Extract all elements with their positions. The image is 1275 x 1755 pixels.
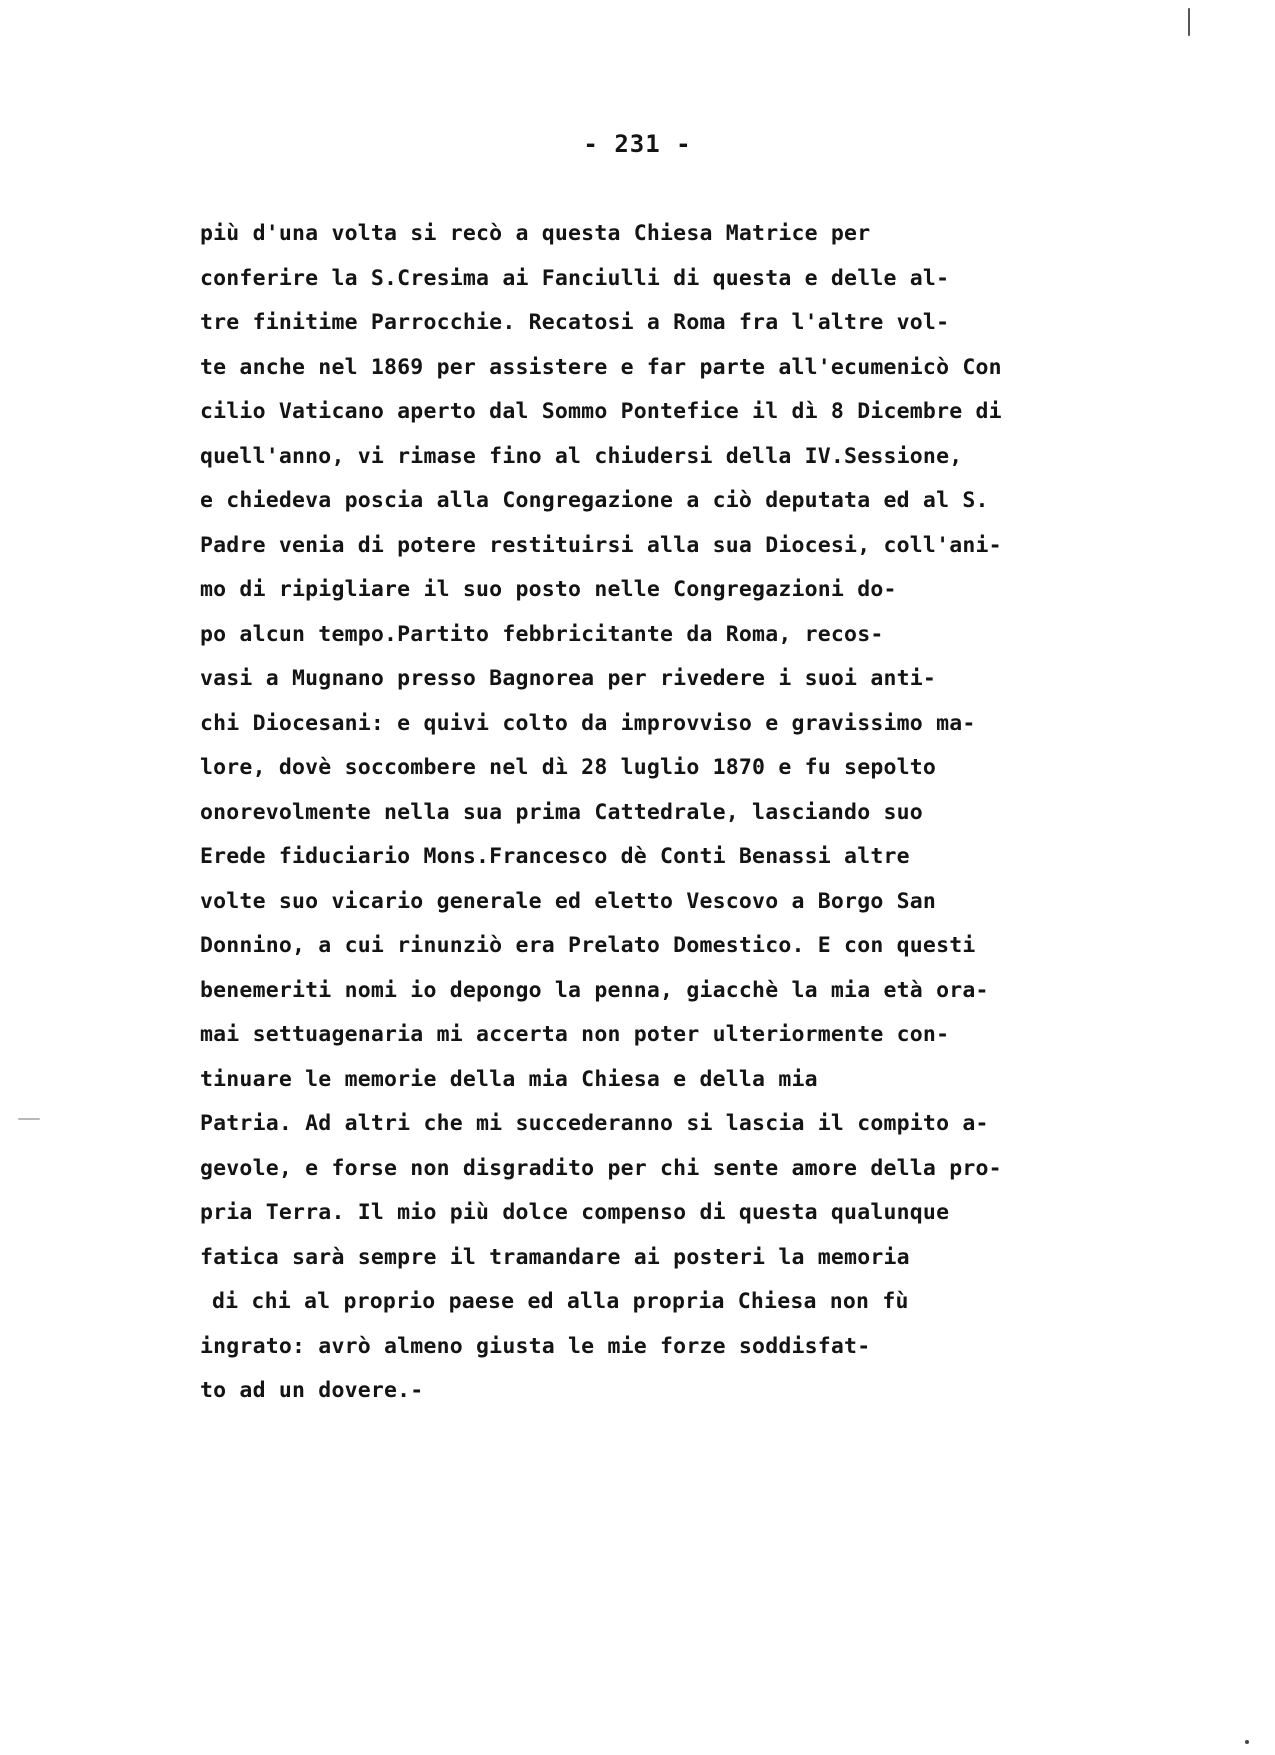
- text-line: ingrato: avrò almeno giusta le mie forze soddisfat-: [200, 1333, 871, 1359]
- page-number: - 231 -: [583, 130, 692, 158]
- text-line: volte suo vicario generale ed eletto Vescovo a Borgo San: [200, 888, 937, 914]
- text-line: benemeriti nomi io depongo la penna, giacchè la mia età ora-: [200, 977, 989, 1003]
- text-line: mo di ripigliare il suo posto nelle Congregazioni do-: [200, 577, 897, 602]
- text-line: conferire la S.Cresima ai Fanciulli di questa e delle al-: [200, 265, 950, 291]
- text-line: cilio Vaticano aperto dal Sommo Pontefice il dì 8 Dicembre di: [200, 399, 1002, 424]
- text-line: Patria. Ad altri che mi succederanno si lascia il compito a-: [200, 1111, 989, 1136]
- text-line: pria Terra. Il mio più dolce compenso di questa qualunque: [200, 1200, 950, 1225]
- body-text: [200, 212, 1140, 1414]
- scan-artifact-dot: [1245, 1740, 1249, 1744]
- text-line: fatica sarà sempre il tramandare ai posteri la memoria: [200, 1244, 910, 1270]
- text-line: e chiedeva poscia alla Congregazione a ciò deputata ed al S.: [200, 488, 989, 513]
- text-line: onorevolmente nella sua prima Cattedrale, lasciando suo: [200, 799, 923, 825]
- text-line: chi Diocesani: e quivi colto da improvviso e gravissimo ma-: [200, 710, 976, 736]
- scan-artifact-mark: [1188, 8, 1190, 36]
- margin-mark: [18, 1118, 40, 1120]
- text-line: to ad un dovere.-: [200, 1378, 424, 1403]
- text-line: mai settuagenaria mi accerta non poter ulteriormente con-: [200, 1022, 950, 1047]
- text-line: quell'anno, vi rimase fino al chiudersi della IV.Sessione,: [200, 443, 963, 469]
- text-line: tre finitime Parrocchie. Recatosi a Roma fra l'altre vol-: [200, 310, 950, 335]
- text-line: lore, dovè soccombere nel dì 28 luglio 1870 e fu sepolto: [200, 755, 937, 780]
- text-line: vasi a Mugnano presso Bagnorea per rivedere i suoi anti-: [200, 666, 937, 691]
- text-line: gevole, e forse non disgradito per chi sente amore della pro-: [200, 1155, 1002, 1181]
- text-line: tinuare le memorie della mia Chiesa e della mia: [200, 1066, 818, 1092]
- text-line: Padre venia di potere restituirsi alla sua Diocesi, coll'ani-: [200, 532, 1002, 558]
- text-line: di chi al proprio paese ed alla propria Chiesa non fù: [212, 1289, 909, 1314]
- text-line: po alcun tempo.Partito febbricitante da Roma, recos-: [200, 621, 884, 647]
- text-line: Erede fiduciario Mons.Francesco dè Conti Benassi altre: [200, 844, 910, 869]
- text-line: più d'una volta si recò a questa Chiesa Matrice per: [200, 221, 871, 246]
- text-line: Donnino, a cui rinunziò era Prelato Domestico. E con questi: [200, 933, 976, 958]
- text-line: te anche nel 1869 per assistere e far parte all'ecumenicò Con: [200, 354, 1002, 380]
